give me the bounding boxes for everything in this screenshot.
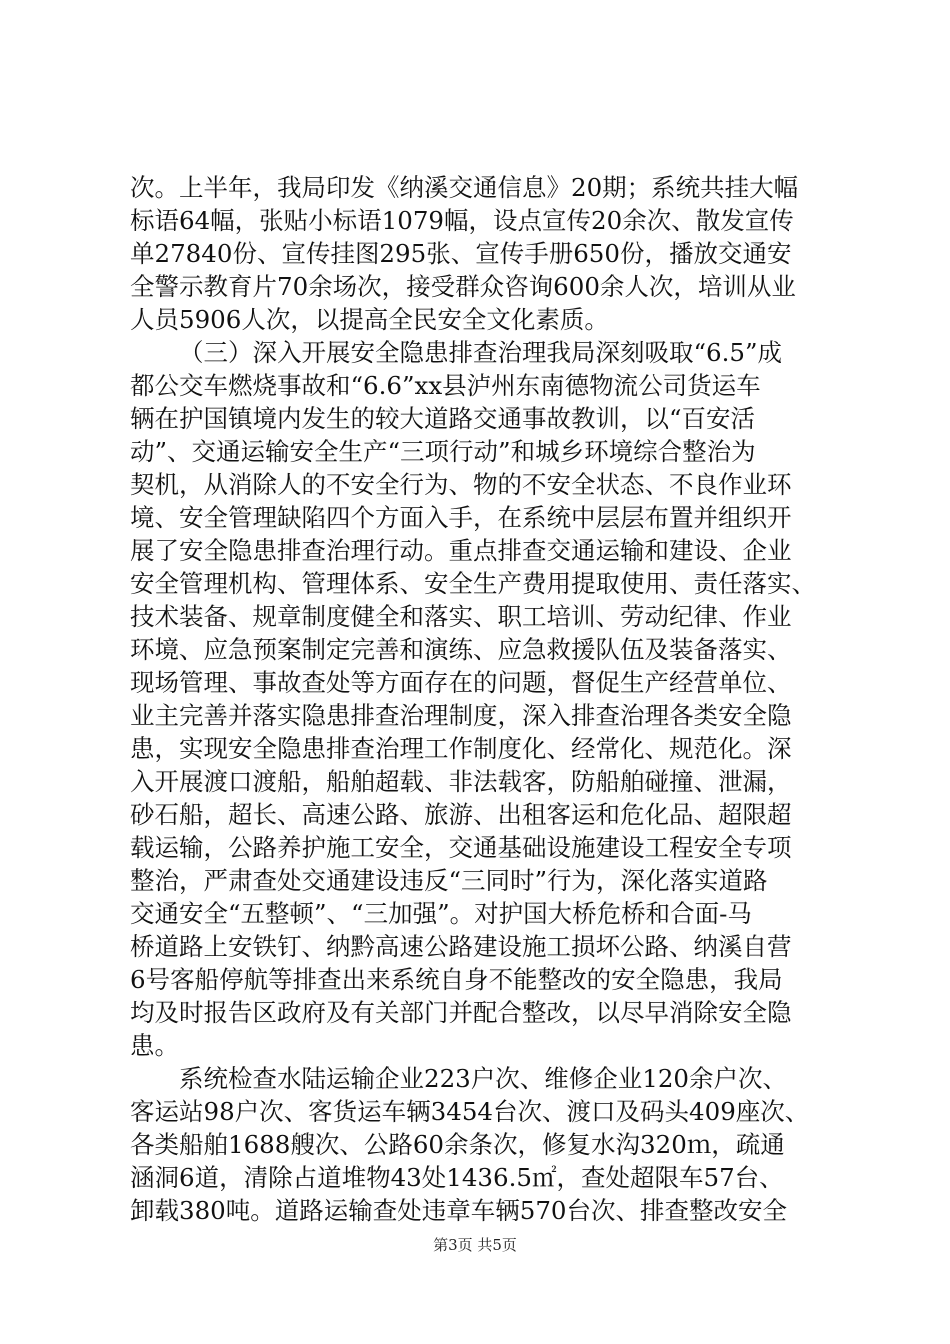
text-line: 卸载380吨。道路运输查处违章车辆570台次、排查整改安全	[130, 1196, 788, 1225]
text-line: 次。上半年，我局印发《纳溪交通信息》20期；系统共挂大幅	[130, 173, 799, 202]
text-line: 交通安全“五整顿”、“三加强”。对护国大桥危桥和合面-马	[130, 899, 752, 928]
text-line: 契机，从消除人的不安全行为、物的不安全状态、不良作业环	[130, 470, 792, 499]
text-line: 全警示教育片70余场次，接受群众咨询600余人次，培训从业	[130, 272, 796, 301]
text-line: 各类船舶1688艘次、公路60余条次，修复水沟320ｍ，疏通	[130, 1130, 785, 1159]
text-line: 桥道路上安铁钉、纳黔高速公路建设施工损坏公路、纳溪自营	[130, 932, 792, 961]
text-line: 砂石船，超长、高速公路、旅游、出租客运和危化品、超限超	[130, 800, 792, 829]
text-line: 动”、交通运输安全生产“三项行动”和城乡环境综合整治为	[130, 437, 756, 466]
text-line: 展了安全隐患排查治理行动。重点排查交通运输和建设、企业	[130, 536, 792, 565]
text-line: 技术装备、规章制度健全和落实、职工培训、劳动纪律、作业	[130, 602, 792, 631]
text-line: 入开展渡口渡船，船舶超载、非法载客，防船舶碰撞、泄漏，	[130, 767, 792, 796]
text-line: 患，实现安全隐患排查治理工作制度化、经常化、规范化。深	[130, 734, 792, 763]
text-line: 均及时报告区政府及有关部门并配合整改，以尽早消除安全隐	[130, 998, 792, 1027]
text-line: 患。	[130, 1031, 179, 1060]
text-line: 辆在护国镇境内发生的较大道路交通事故教训，以“百安活	[130, 404, 756, 433]
text-line: 业主完善并落实隐患排查治理制度，深入排查治理各类安全隐	[130, 701, 792, 730]
document-body	[130, 171, 830, 1227]
paragraph-p3	[130, 1062, 830, 1227]
text-line: 都公交车燃烧事故和“6.6”xx县泸州东南德物流公司货运车	[130, 371, 761, 400]
text-line: 标语64幅，张贴小标语1079幅，设点宣传20余次、散发宣传	[130, 206, 794, 235]
text-line: 载运输，公路养护施工安全，交通基础设施建设工程安全专项	[130, 833, 792, 862]
text-line: 客运站98户次、客货运车辆3454台次、渡口及码头409座次、	[130, 1097, 810, 1126]
text-line: 安全管理机构、管理体系、安全生产费用提取使用、责任落实、	[130, 569, 816, 598]
text-line: 人员5906人次，以提高全民安全文化素质。	[130, 305, 609, 334]
text-line: 整治，严肃查处交通建设违反“三同时”行为，深化落实道路	[130, 866, 768, 895]
page-footer: 第3页 共5页	[433, 1236, 517, 1254]
text-line: 单27840份、宣传挂图295张、宣传手册650份，播放交通安	[130, 239, 792, 268]
paragraph-p2	[130, 336, 830, 1062]
text-line: 境、安全管理缺陷四个方面入手，在系统中层层布置并组织开	[130, 503, 792, 532]
text-line: （三）深入开展安全隐患排查治理我局深刻吸取“6.5”成	[179, 338, 783, 367]
paragraph-p1	[130, 171, 830, 336]
text-line: 涵洞6道，清除占道堆物43处1436.5㎡，查处超限车57台、	[130, 1163, 784, 1192]
text-line: 现场管理、事故查处等方面存在的问题，督促生产经营单位、	[130, 668, 792, 697]
text-line: 系统检查水陆运输企业223户次、维修企业120余户次、	[179, 1064, 788, 1093]
text-line: 环境、应急预案制定完善和演练、应急救援队伍及装备落实、	[130, 635, 792, 664]
text-line: 6号客船停航等排查出来系统自身不能整改的安全隐患，我局	[130, 965, 783, 994]
